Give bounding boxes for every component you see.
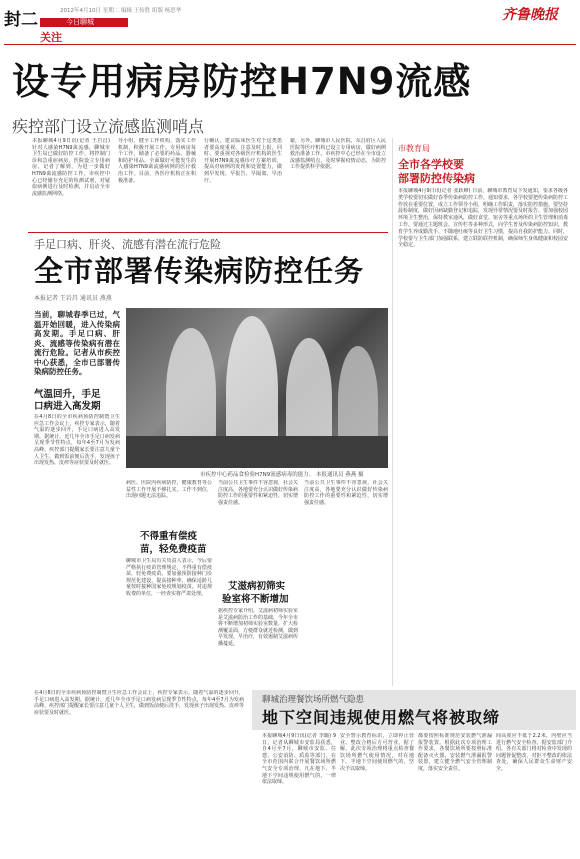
date-line: 2012年4月10日 星期二 编辑 王传胜 组版 杨思华 xyxy=(60,8,182,14)
masthead-divider xyxy=(4,44,576,45)
story2-sec3-body: 据疾控专家介绍，艾滋病初筛实验室是艾滋病防治工作的基础，今年全市将不断增加初筛实验室数量，扩大检测覆盖面，方便群众就近检测，做到早发现、早治疗，有效遏制艾滋病传播蔓延。 xyxy=(218,608,298,647)
story3-kicker: 聊城治理餐饮场所燃气隐患 xyxy=(262,695,365,705)
story2-byline: 本报记者 王岩昌 通讯员 燕燕 xyxy=(34,295,112,302)
section-tag-top: 今日聊城 xyxy=(40,18,128,27)
story2-sec3-head-line-2: 验室将不断增加 xyxy=(222,594,289,605)
story2-sec3-head-line-1: 艾滋病初筛实 xyxy=(228,581,286,592)
story3-column-4: 间高度应不低于2.2米，内壁应当进行燃气安全检查。据安监部门介绍，各有关部门将对检查中发现的问题督促整改，对拒不整改的依法查处，确保人民群众生命财产安全。 xyxy=(496,733,572,772)
story3-column-1: 本报聊城4月9日讯(记者 李璐) 9日，记者从聊城市安监局获悉，自4月至7月，聊城市安监、住建、公安消防、质监等部门，在全市范围内联合开展餐饮场所燃气安全专项治理，凡在地下、半地下空间违规使用燃气的，一律依法取缔。 xyxy=(262,733,336,786)
story2-sec1-body: 在4月8日的全市疾病预防控制暨卫生应急工作会议上，疾控专家表示，随着气温的逐步回升，手足口病进入高发期。据统计，近几年全市手足口病发病呈现季节性特点，每年4至7月为发病高峰。疾控部门提醒家长要注意儿童个人卫生，做到饭前便后洗手，发现孩子出现发热、皮疹等症状要及时就医。 xyxy=(34,414,120,467)
sidebar-border xyxy=(392,138,393,686)
story2-sec1-head-line-1: 气温回升，手足 xyxy=(34,389,101,400)
lead-column-3: 行确认，建议临床医生对于这类患者要高度重视，注意及时上报。同时，要重视对各级医疗机构的医生开展H7N9禽流感诊疗方案培训，提高对病例的发现和处置能力，做到早发现、早报告、早隔离、早治疗。 xyxy=(204,138,282,184)
story2-sec2-body: 聊城市卫生局有关负责人表示，今后要严格执行疫苗管理规定，不得重有偿疫苗、轻免费疫苗。要加强预防接种门诊规范化建设，提高接种率，确保适龄儿童按时接种国家免疫规划疫苗。对违规收费的单位，一经查实将严肃处理。 xyxy=(126,558,212,597)
photo-lab-bench xyxy=(126,436,388,468)
sidebar-headline-line-2: 部署防控传染病 xyxy=(398,172,475,185)
photo-caption: 市疾控中心药品食检验H7N9流感病毒的能力。 本报通讯员 燕燕 摄 xyxy=(200,472,364,478)
lead-column-4: 避，另外，聊城市人民医院、东昌府区人民医院等医疗机构已设立专用病房，做好病例救治准备工作。市疾控中心已经在全市设立流感监测哨点，及时掌握疫情动态，为防控工作提供科学依据。 xyxy=(290,138,386,171)
story2-sec1-head-line-2: 口病进入高发期 xyxy=(34,401,101,412)
story3-column-3: 都要按照标准规范安装燃气泄漏报警装置。根据此次专项治理工作要求，各餐饮场所要按照标准配备灭火器，安装燃气泄漏报警装置，建立健全燃气安全管理制度，落实安全责任。 xyxy=(418,733,492,772)
story2-top-rule xyxy=(28,232,388,233)
story2-sec2-body-top: 病医、医院内疾病防控，健康教育等公益性工作开展不够扎实。工作不到位，出现问题无法追踪。 xyxy=(126,480,212,500)
story2-sec2-head-line-2: 苗，轻免费疫苗 xyxy=(140,544,207,555)
bottom-left-column: 在4月8日的全市疾病预防控制暨卫生应急工作会议上，疾控专家表示，随着气温的逐步回升，手足口病进入高发期。据统计，近几年全市手足口病发病呈现季节性特点，每年4至7月为发病高峰。疾控部门提醒家长要注意儿童个人卫生，做到饭前便后洗手，发现孩子出现发热、皮疹等症状要及时就医。 xyxy=(34,690,244,716)
lead-column-2: 导小组，健全工作机构，落实工作机制，积极开展工作。专用病房每个工作，储备了必要的药品、器械和防护用品，全面做好可能发生的人感染H7N9禽流感病例的医疗救治工作。目前，各医疗机构正在积极准备。 xyxy=(118,138,196,184)
story2-intro: 当前，聊城春季已过，气温开始回暖，进入传染病高发期。手足口病、肝炎、流感等传染病有潜在流行危险。记者从市疾控中心获悉，全市已部署传染病防控任务。 xyxy=(34,310,120,376)
lead-column-1: 本报聊城4月9日讯(记者 王岩昌) 针对人感染H7N9禽流感，聊城市卫生局已做好防控工作，将控制门诊和急重症病房，医院设立专用病房。记者了解到，为进一步做好H7N9禽流感防控工作，市疾控中心已经储存充足的检测试剂，对疑似病例进行及时检测，并启动全市流感监测网络。 xyxy=(32,138,110,197)
story2-sec2-head-line-1: 不得重有偿疫 xyxy=(140,531,198,542)
lead-subhead: 疾控部门设立流感监测哨点 xyxy=(12,117,205,136)
story3-column-2: 安全警示教育标识，立即停止营业、整改合格后方可营业。据了解，此次专项治理将重点检查餐饮场所燃气使用情况，对在地下、半地下空间使用燃气的，坚决予以取缔。 xyxy=(340,733,414,772)
sidebar-body: 本报聊城4月9日讯(记者 张跃峰) 日前，聊城市教育局下发通知，要求各级各类学校要切实做好春季传染病防控工作。通知要求，各学校要把传染病防控工作放在重要位置，成立工作领导小组，明确工作职责，落实防控措施。要坚持晨检制度，做好因病缺勤登记和追踪，发现异常情况要及时报告。要加强校园环境卫生整治，保持教室通风，做好食堂、宿舍等重点场所的卫生管理和消毒工作。要通过主题班会、宣传栏等多种形式，向学生普及传染病防控知识，教育学生养成勤洗手、不随地吐痰等良好卫生习惯，提高自我防护能力。同时，学校要与卫生部门加强联系，建立联防联控机制，确保师生身体健康和校园安全稳定。 xyxy=(398,188,568,249)
sidebar-headline-line-1: 全市各学校要 xyxy=(398,158,464,171)
newspaper-brand-logo: 齐鲁晚报 xyxy=(502,7,558,23)
story2-headline: 全市部署传染病防控任务 xyxy=(34,254,365,288)
section-number: 封二 xyxy=(4,10,38,30)
news-photo-lab xyxy=(126,308,388,468)
sidebar-kicker: 市教育局 xyxy=(398,144,430,153)
story2-sec3-body-top: 当前公共卫生事件不容忽视，社会关注度高，各地要充分认识做好传染病防控工作的重要性和紧迫性，切实增强责任感。 xyxy=(218,480,298,506)
section-tag-bottom: 关注 xyxy=(40,31,62,44)
story2-kicker: 手足口病、肝炎、流感有潜在流行危险 xyxy=(34,238,221,251)
story3-headline: 地下空间违规使用燃气将被取缔 xyxy=(262,708,501,727)
story2-column-4: 当前公共卫生事件不容忽视，社会关注度高，各地要充分认识做好传染病防控工作的重要性和紧迫性，切实增强责任感。 xyxy=(304,480,388,506)
lead-headline: 设专用病房防控H7N9流感 xyxy=(12,60,472,103)
